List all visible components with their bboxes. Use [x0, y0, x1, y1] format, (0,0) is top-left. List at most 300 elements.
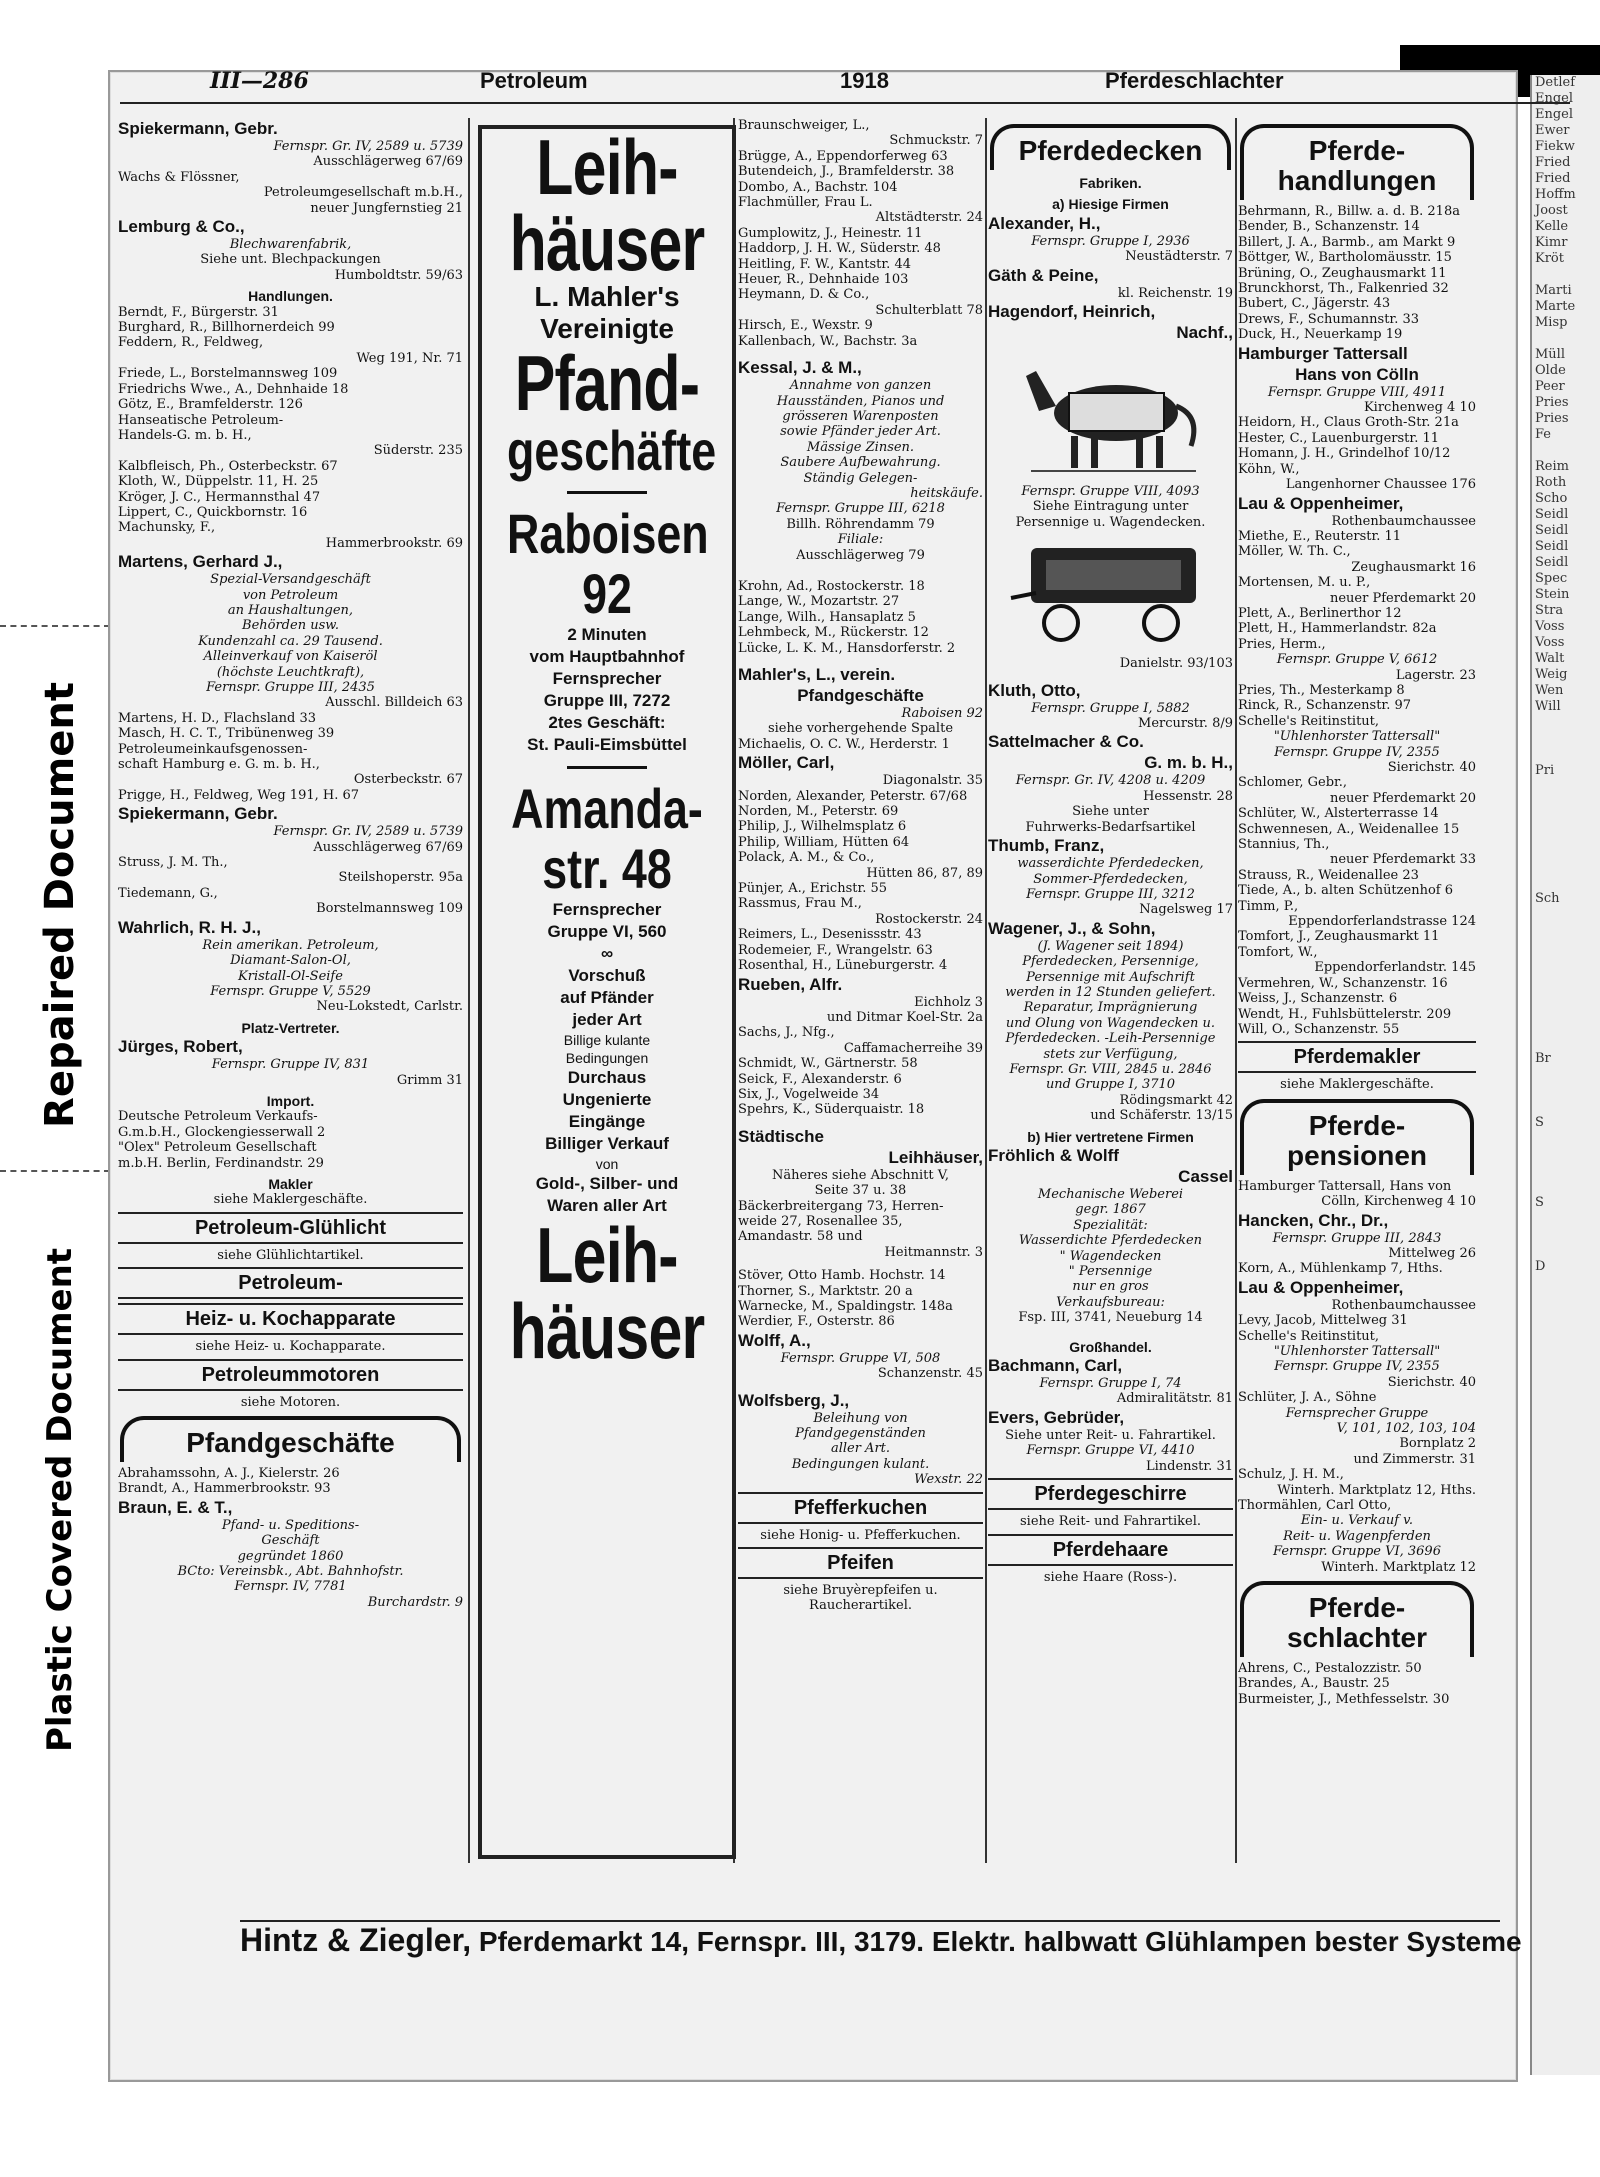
ad-text: 2tes Geschäft: — [548, 713, 666, 732]
listing-line: Thorner, S., Marktstr. 20 a — [738, 1283, 913, 1299]
column-3 — [738, 118, 983, 1863]
adjacent-page-text: S — [1535, 1195, 1544, 1210]
footer-advertisement — [240, 1920, 1522, 1958]
ad-text: str. 48 — [542, 837, 672, 900]
listing-line — [738, 1260, 983, 1268]
ad-rule — [567, 766, 647, 769]
cross-reference: Fuhrwerks-Bedarfsartikel — [1025, 819, 1196, 835]
ad-text: 92 — [582, 562, 632, 625]
listing-line: Brunckhorst, Th., Falkenried 32 — [1238, 281, 1449, 297]
cross-reference: siehe vorhergehende Spalte — [767, 721, 954, 737]
address: Winterh. Marktplatz 12, Hths. — [1277, 1482, 1476, 1498]
listing-line: Mortensen, M. u. P., — [1238, 575, 1371, 591]
description: Saubere Aufbewahrung. — [780, 455, 941, 471]
address: Ausschlägerweg 67/69 — [313, 839, 463, 855]
company-name: Braun, E. & T., — [118, 1497, 233, 1517]
company-name: Hancken, Chr., Dr., — [1238, 1210, 1389, 1230]
address: Diagonalstr. 35 — [882, 773, 983, 789]
adjacent-page-text — [1532, 843, 1600, 859]
description: Alleinverkauf von Kaiseröl — [203, 649, 378, 665]
listing-line: Berndt, F., Bürgerstr. 31 — [118, 304, 279, 320]
adjacent-page-text: Sch — [1535, 891, 1560, 906]
address: Rothenbaumchaussee — [1331, 1297, 1476, 1313]
leihhaeuser-advertisement — [478, 125, 736, 1859]
adjacent-page-text — [1532, 779, 1600, 795]
description: Diamant-Salon-Öl, — [230, 953, 351, 969]
description: wasserdichte Pferdedecken, — [1017, 856, 1204, 872]
address: Petroleumgesellschaft m.b.H., — [263, 185, 463, 201]
listing-line: Friedrichs Wwe., A., Dehnhaide 18 — [118, 381, 349, 397]
company-name: Cassel — [1178, 1167, 1233, 1186]
address: Rothenbaumchaussee — [1331, 513, 1476, 529]
adjacent-page-text: Will — [1535, 699, 1561, 714]
listing-line — [738, 1382, 983, 1390]
listing-line: Polack, A. M., & Co., — [738, 850, 875, 866]
adjacent-page-text: Kimr — [1535, 235, 1568, 250]
ad-text: Gold-, Silber- und — [535, 1174, 679, 1193]
listing-line: Lange, W., Mozartstr. 27 — [738, 594, 900, 610]
address: Hütten 86, 87, 89 — [866, 865, 983, 881]
description: Sommer-Pferdedecken, — [1033, 871, 1188, 887]
description: Pfandgegenständen — [795, 1426, 926, 1442]
address: Ausschl. Billdeich 63 — [325, 695, 463, 711]
adjacent-page-text: Seidl — [1535, 539, 1569, 554]
description: "Uhlenhorster Tattersall" — [1273, 1343, 1441, 1359]
address: Grimm 31 — [396, 1072, 463, 1088]
listing-line: Vermehren, W., Schanzenstr. 16 — [1238, 975, 1448, 991]
adjacent-page-text — [1532, 715, 1600, 731]
listing-line: Behrmann, R., Billw. a. d. B. 218a — [1238, 204, 1460, 219]
company-name: Wahrlich, R. H. J., — [118, 917, 261, 937]
ad-rule — [567, 491, 647, 494]
listing-line: Wendt, H., Fuhlsbüttelerstr. 209 — [1238, 1006, 1452, 1022]
description: Behörden usw. — [242, 618, 339, 634]
category-banner: Pferdedecken — [990, 124, 1231, 170]
ad-text: Waren aller Art — [547, 1196, 667, 1215]
adjacent-page-text — [1532, 331, 1600, 347]
listing-line: Prigge, H., Feldweg, Weg 191, H. 67 — [118, 787, 360, 803]
adjacent-page-text: Seidl — [1535, 523, 1569, 538]
ad-text: Gruppe VI, 560 — [547, 922, 667, 941]
company-name: Gäth & Peine, — [988, 265, 1099, 285]
adjacent-page-text: Weig — [1535, 667, 1568, 682]
address: Langenhorner Chaussee 176 — [1285, 477, 1476, 493]
column-4 — [988, 118, 1233, 1863]
adjacent-page-text: Olde — [1535, 363, 1566, 378]
description: und Gruppe I, 3710 — [1045, 1077, 1176, 1093]
listing-line: Hanseatische Petroleum- — [118, 412, 284, 428]
adjacent-page-text: Wen — [1535, 683, 1564, 698]
adjacent-page-text: Seidl — [1535, 507, 1569, 522]
listing-line: Burghard, R., Billhornerdeich 99 — [118, 320, 335, 336]
address: und Ditmar Koel-Str. 2a — [826, 1009, 983, 1025]
listing-line: Martens, H. D., Flachsland 33 — [118, 710, 316, 726]
description: Reparatur, Imprägnierung — [1023, 1000, 1198, 1016]
address: Admiralitätstr. 81 — [1116, 1391, 1233, 1407]
company-name: Lemburg & Co., — [118, 217, 245, 237]
description: Fernspr. IV, 7781 — [234, 1579, 347, 1595]
address: Raboisen 92 — [901, 706, 983, 721]
listing-line: Möller, W. Th. C., — [1238, 544, 1351, 560]
listing-line: Deutsche Petroleum Verkaufs- — [118, 1109, 318, 1125]
company-name: Evers, Gebrüder, — [988, 1407, 1125, 1427]
description: " Wagendecken — [1059, 1248, 1162, 1264]
address: Sierichstr. 40 — [1387, 760, 1476, 775]
company-name: Mahler's, L., verein. — [738, 665, 896, 684]
listing-line: Kalbfleisch, Ph., Osterbeckstr. 67 — [118, 458, 338, 474]
listing-line: Machunsky, F., — [118, 520, 216, 536]
listing-line — [738, 563, 983, 571]
ad-text: auf Pfänder — [560, 988, 654, 1007]
listing-line: Tiedemann, G., — [118, 885, 218, 901]
listing-line: Sachs, J., Nfg., — [738, 1025, 835, 1041]
listing-line — [738, 571, 983, 579]
adjacent-page-text: Reim — [1535, 459, 1569, 474]
company-name: Lau & Oppenheimer, — [1238, 493, 1404, 513]
listing-line: Pries, Th., Mesterkamp 8 — [1238, 682, 1405, 698]
footer-text: Pferdemarkt 14, Fernspr. III, 3179. Elektr. halbwatt Glühlampen bester Systeme — [478, 1926, 1522, 1957]
listing-line: Pries, Herm., — [1238, 636, 1326, 652]
adjacent-page-text — [1532, 1067, 1600, 1083]
listing-line: Philip, William, Hütten 64 — [738, 834, 910, 850]
ad-text: St. Pauli-Eimsbüttel — [527, 735, 687, 754]
ad-text: Ungenierte — [562, 1090, 652, 1109]
adjacent-page-text — [1532, 1243, 1600, 1259]
adjacent-page-text — [1532, 1291, 1600, 1307]
page-header — [120, 62, 1570, 104]
ad-text: geschäfte — [507, 419, 717, 482]
company-name: Kessal, J. & M., — [738, 358, 862, 378]
company-name: Wagener, J., & Sohn, — [988, 918, 1156, 938]
adjacent-page-text — [1532, 747, 1600, 763]
description: Fernspr. Gruppe I, 5882 — [1031, 700, 1190, 716]
wagon-illustration — [1006, 538, 1216, 648]
adjacent-page-text — [1532, 875, 1600, 891]
listing-line: Haddorp, J. H. W., Süderstr. 48 — [738, 241, 941, 257]
listing-line: Norden, M., Peterstr. 69 — [738, 804, 899, 820]
listing-line: Feddern, R., Feldweg, — [118, 335, 264, 351]
wagon-illustration-wrapper — [988, 538, 1233, 648]
ad-text: 2 Minuten — [567, 625, 647, 644]
listing-line: Levy, Jacob, Mittelweg 31 — [1238, 1313, 1408, 1329]
description: Fernspr. Gruppe VI, 3696 — [1273, 1544, 1441, 1560]
listing-line: Bäckerbreitergang 73, Herren- — [738, 1198, 944, 1214]
address: Eichholz 3 — [914, 994, 983, 1010]
listing-line: Rinck, R., Schanzenstr. 97 — [1238, 698, 1412, 714]
cross-reference: Siehe unt. Blechpackungen — [200, 252, 381, 268]
adjacent-page-text — [1532, 1003, 1600, 1019]
company-name: Lau & Oppenheimer, — [1238, 1277, 1404, 1297]
adjacent-page-text: Marte — [1535, 299, 1576, 314]
description: Pfand- u. Speditions- — [221, 1517, 360, 1533]
listing-line: Hirsch, E., Wexstr. 9 — [738, 318, 873, 334]
adjacent-page-text: Stein — [1535, 587, 1570, 602]
description: (J. Wagener seit 1894) — [1037, 938, 1184, 954]
address: Hammerbrookstr. 69 — [325, 535, 463, 551]
company-name: Sattelmacher & Co. — [988, 732, 1144, 752]
column-rule — [468, 118, 470, 1863]
listing-line — [738, 1118, 983, 1126]
listing-line: Strauss, R., Weidenallee 23 — [1238, 867, 1419, 883]
adjacent-page-text: Voss — [1535, 635, 1565, 650]
address: Hessenstr. 28 — [1143, 788, 1233, 804]
adjacent-page-text: Joost — [1535, 203, 1568, 218]
cross-reference: Persennige u. Wagendecken. — [1015, 514, 1206, 530]
ad-text: von — [595, 1156, 619, 1172]
description: Hausständen, Pianos und — [776, 393, 945, 409]
address: neuer Pferdemarkt 20 — [1329, 790, 1476, 806]
company-name: Bachmann, Carl, — [988, 1356, 1123, 1376]
listing-line: Michaelis, O. C. W., Herderstr. 1 — [738, 736, 950, 752]
description: Fernspr. Gruppe VI, 4410 — [1026, 1443, 1195, 1459]
listing-line: Billert, J. A., Barmb., am Markt 9 — [1238, 234, 1456, 250]
category-banner: Pferde- schlachter — [1240, 1581, 1474, 1657]
listing-line: Friede, L., Borstelmannsweg 109 — [118, 366, 338, 382]
address: Sierichstr. 40 — [1387, 1374, 1476, 1390]
category-title: Petroleum- — [118, 1267, 463, 1299]
address: Schulterblatt 78 — [875, 302, 983, 318]
address: Humboldtstr. 59/63 — [334, 267, 463, 283]
listing-line: Krohn, Ad., Rostockerstr. 18 — [738, 578, 925, 594]
adjacent-page-text — [1532, 987, 1600, 1003]
address: Danielstr. 93/103 — [1119, 656, 1233, 672]
description: Fernspr. Gruppe IV, 831 — [211, 1057, 370, 1073]
adjacent-page-text: D — [1535, 1259, 1546, 1274]
description: Persennige mit Aufschrift — [1026, 969, 1195, 985]
listing-line: weide 27, Rosenallee 35, — [738, 1213, 903, 1229]
company-name: Kluth, Otto, — [988, 680, 1081, 700]
address: neuer Jungfernstieg 21 — [310, 200, 463, 216]
listing-line: Flachmüller, Frau L. — [738, 195, 873, 211]
listing-line: Werdier, F., Österstr. 86 — [738, 1314, 895, 1330]
page-number: III—286 — [210, 68, 309, 94]
ad-text: Leih- — [536, 125, 678, 211]
ad-text: L. Mahler's — [534, 281, 680, 312]
company-name: Alexander, H., — [988, 213, 1101, 233]
subheading: Handlungen. — [248, 288, 333, 305]
address: Caffamacherreihe 39 — [843, 1040, 983, 1056]
adjacent-page-text: S — [1535, 1115, 1544, 1130]
category-title: Pfefferkuchen — [738, 1492, 983, 1524]
listing-line: Duck, H., Neuerkamp 19 — [1238, 327, 1403, 343]
listing-line: Drews, F., Schumannstr. 33 — [1238, 311, 1420, 327]
address: Winterh. Marktplatz 12 — [1321, 1559, 1476, 1575]
listing-line: Weiss, J., Schanzenstr. 6 — [1238, 991, 1398, 1007]
address: Bornplatz 2 — [1399, 1436, 1476, 1452]
ad-text: Billiger Verkauf — [545, 1134, 669, 1153]
listing-line: Heymann, D. & Co., — [738, 287, 870, 303]
listing-line: Kallenbach, W., Bachstr. 3a — [738, 333, 918, 349]
category-banner: Pferde- pensionen — [1240, 1099, 1474, 1175]
listing-line: Schlüter, J. A., Söhne — [1238, 1390, 1377, 1406]
listing-line: Köhn, W., — [1238, 461, 1300, 477]
ad-text: Amanda- — [511, 777, 703, 840]
listing-line: Tomfort, J., Zeughausmarkt 11 — [1238, 929, 1440, 945]
listing-line: Ahrens, C., Pestalozzistr. 50 — [1238, 1661, 1422, 1677]
description: Kundenzahl ca. 29 Tausend. — [198, 633, 383, 649]
listing-line: Braunschweiger, L., — [738, 118, 870, 133]
adjacent-page-text: Br — [1535, 1051, 1551, 1066]
cross-reference: Ausschlägerweg 79 — [796, 547, 925, 563]
description: Fernspr. Gruppe V, 5529 — [210, 983, 371, 999]
company-name: Hagendorf, Heinrich, — [988, 302, 1156, 322]
adjacent-page-text: Stra — [1535, 603, 1564, 618]
adjacent-page-text: Voss — [1535, 619, 1565, 634]
description: Fernspr. Gruppe IV, 2355 — [1274, 744, 1440, 760]
listing-line: Norden, Alexander, Peterstr. 67/68 — [738, 788, 968, 804]
adjacent-page-text: Spec — [1535, 571, 1568, 586]
listing-line: Timm, P., — [1238, 898, 1299, 914]
description: Kristall-Öl-Seife — [238, 968, 343, 984]
cross-reference: Siehe Eintragung unter — [1032, 499, 1189, 515]
cross-reference: siehe Motoren. — [240, 1394, 341, 1410]
address: Osterbeckstr. 67 — [353, 772, 463, 788]
company-name: Hamburger Tattersall — [1238, 343, 1408, 363]
description: Pferdedecken. -Leih-Persennige — [1005, 1031, 1216, 1047]
ad-text: ∞ — [600, 944, 614, 963]
cross-reference: siehe Honig- u. Pfefferkuchen. — [760, 1527, 961, 1543]
address: Heitmannstr. 3 — [884, 1244, 983, 1260]
ad-text: Billige kulante — [563, 1032, 651, 1048]
ad-text: Fernsprecher — [552, 669, 662, 688]
adjacent-page-text — [1532, 1211, 1600, 1227]
cross-reference: Raucherartikel. — [809, 1598, 912, 1614]
column-rule — [1235, 118, 1237, 1863]
address: Ausschlägerweg 67/69 — [313, 154, 463, 170]
adjacent-page-text — [1532, 1227, 1600, 1243]
address: und Schäferstr. 13/15 — [1090, 1108, 1233, 1124]
cross-reference: siehe Heiz- u. Kochapparate. — [195, 1339, 386, 1355]
category-title: Pfeifen — [738, 1547, 983, 1579]
listing-line: Heitling, F. W., Kantstr. 44 — [738, 256, 911, 272]
footer-company: Hintz & Ziegler, — [240, 1922, 472, 1958]
listing-line: Stöver, Otto Hamb. Hochstr. 14 — [738, 1268, 946, 1284]
category-title: Heiz- u. Kochapparate — [118, 1303, 463, 1335]
adjacent-page-text — [1532, 859, 1600, 875]
listing-line: Lücke, L. K. M., Hansdorferstr. 2 — [738, 640, 956, 656]
adjacent-page-text: Fried — [1535, 155, 1571, 170]
description: Fernspr. Gruppe VI, 508 — [780, 1350, 941, 1366]
listing-line: Rassmus, Frau M., — [738, 896, 862, 912]
description: Fernspr. Gruppe III, 3212 — [1026, 886, 1195, 902]
cross-reference: siehe Bruyèrepfeifen u. — [783, 1583, 938, 1599]
description: von Petroleum — [242, 587, 339, 603]
adjacent-page-text: Hoffm — [1535, 187, 1576, 202]
subheading: Makler — [268, 1175, 313, 1192]
description: (höchste Leuchtkraft), — [216, 664, 365, 680]
listing-line: Plett, A., Berlinerthor 12 — [1238, 605, 1402, 621]
horse-illustration — [1011, 351, 1211, 476]
category-title: Pferdehaare — [988, 1534, 1233, 1566]
listing-line: Böttger, W., Bartholomäusstr. 15 — [1238, 250, 1452, 266]
address: Borstelmannsweg 109 — [316, 901, 463, 917]
description: Fernspr. Gruppe VIII, 4093 — [1021, 484, 1200, 500]
next-section: Pferdeschlachter — [1105, 68, 1284, 93]
description: BCto: Vereinsbk., Abt. Bahnhofstr. — [177, 1564, 404, 1580]
listing-line: Dombo, A., Bachstr. 104 — [738, 179, 898, 195]
description: Fernspr. Gruppe III, 2843 — [1272, 1230, 1442, 1246]
address: Lindenstr. 31 — [1145, 1458, 1233, 1474]
description: Bedingungen kulant. — [791, 1456, 930, 1472]
ad-text: vom Hauptbahnhof — [529, 647, 685, 666]
adjacent-page-text — [1532, 1019, 1600, 1035]
category-banner: Pfandgeschäfte — [120, 1416, 461, 1462]
address: Schanzenstr. 45 — [877, 1366, 983, 1382]
adjacent-page-text: Peer — [1535, 379, 1565, 394]
description: Filiale: — [837, 532, 884, 548]
address: Zeughausmarkt 16 — [1351, 559, 1476, 575]
adjacent-page-text — [1532, 1099, 1600, 1115]
adjacent-page-text — [1532, 1147, 1600, 1163]
address: Mittelweg 26 — [1388, 1245, 1476, 1261]
company-name: Thumb, Franz, — [988, 836, 1105, 856]
listing-line — [988, 672, 1233, 680]
listing-line: Hester, C., Lauenburgerstr. 11 — [1238, 430, 1439, 446]
listing-line: Reimers, L., Desenissstr. 43 — [738, 927, 922, 943]
adjacent-page-text — [1532, 923, 1600, 939]
subheading: Großhandel. — [1069, 1338, 1152, 1355]
company-name: Hans von Cölln — [1295, 364, 1419, 384]
description: "Uhlenhorster Tattersall" — [1273, 729, 1441, 745]
ad-text: Fernsprecher — [552, 900, 662, 919]
cross-reference: siehe Glühlichtartikel. — [217, 1247, 364, 1263]
company-name: Rueben, Alfr. — [738, 974, 843, 994]
adjacent-page-text: Kröt — [1535, 251, 1564, 266]
listing-line: Bubert, C., Jägerstr. 43 — [1238, 296, 1391, 312]
listing-line: Heuer, R., Dehnhaide 103 — [738, 272, 909, 288]
address: Neustädterstr. 7 — [1125, 249, 1233, 265]
ad-text: Bedingungen — [565, 1050, 649, 1066]
listing-line: G.m.b.H., Glockengiesserwall 2 — [118, 1124, 326, 1140]
description: grösseren Warenposten — [782, 408, 939, 424]
cross-reference: Näheres siehe Abschnitt V, — [771, 1167, 950, 1183]
listing-line: Rosenthal, H., Lüneburgerstr. 4 — [738, 958, 948, 974]
listing-line — [738, 656, 983, 664]
description: Beleihung von — [813, 1410, 908, 1426]
company-name: Pfandgeschäfte — [797, 686, 924, 705]
year: 1918 — [840, 68, 889, 93]
listing-line — [988, 1326, 1233, 1334]
adjacent-page-text: Engel — [1535, 91, 1574, 106]
subheading: Import. — [266, 1092, 315, 1109]
adjacent-page-text: Scho — [1535, 491, 1568, 506]
subheading: a) Hiesige Firmen — [1052, 196, 1169, 213]
adjacent-page-text: Ewer — [1535, 123, 1570, 138]
description: Ständig Gelegen- — [803, 470, 918, 486]
column-rule — [985, 118, 987, 1863]
description: Fernspr. Gruppe VIII, 4911 — [1267, 384, 1447, 400]
description: Spezial-Versandgeschäft — [210, 572, 371, 588]
listing-line: Brandt, A., Hammerbrookstr. 93 — [118, 1481, 331, 1497]
cross-reference: Siehe unter Reit- u. Fahrartikel. — [1005, 1427, 1216, 1443]
address: neuer Pferdemarkt 20 — [1329, 590, 1476, 606]
cross-reference: siehe Maklergeschäfte. — [213, 1192, 368, 1208]
description: Spezialität: — [1073, 1217, 1148, 1233]
listing-line: Warnecke, M., Spaldingstr. 148a — [738, 1299, 953, 1314]
ad-text: Leih- — [536, 1211, 678, 1299]
adjacent-page-text — [1532, 267, 1600, 283]
adjacent-page-text — [1532, 811, 1600, 827]
adjacent-page-text: Pri — [1535, 763, 1555, 778]
cross-reference: Billh. Röhrendamm 79 — [786, 516, 935, 532]
subheading: b) Hier vertretene Firmen — [1027, 1128, 1194, 1145]
adjacent-page-text — [1532, 1179, 1600, 1195]
listing-line: schaft Hamburg e. G. m. b. H., — [118, 757, 320, 773]
adjacent-page-text — [1532, 1275, 1600, 1291]
company-name: Möller, Carl, — [738, 753, 835, 773]
address: Rostockerstr. 24 — [875, 911, 983, 927]
address: Mercurstr. 8/9 — [1138, 716, 1233, 732]
